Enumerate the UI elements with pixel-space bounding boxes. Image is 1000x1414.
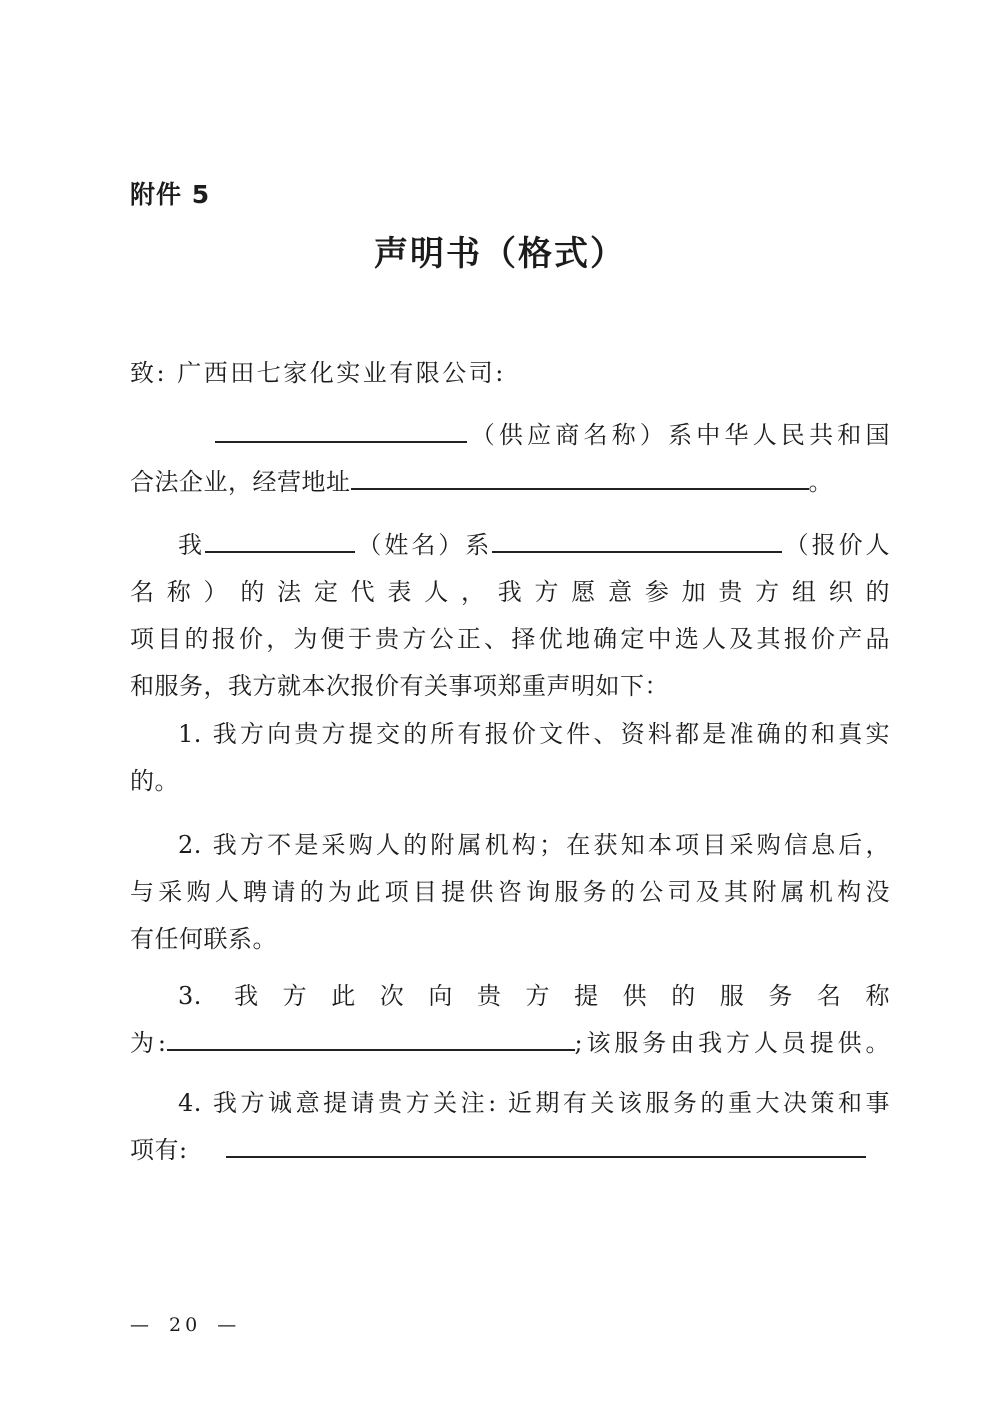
item-2-line-1: 2. 我方不是采购人的附属机构；在获知本项目采购信息后， (178, 831, 890, 859)
item-4-line-2-lead: 项有: (130, 1136, 188, 1164)
representative-line-3: 项目的报价，为便于贵方公正、择优地确定中选人及其报价产品 (130, 625, 890, 653)
after-name-blank-text: （姓名）系 (354, 531, 493, 559)
representative-name-blank (205, 527, 355, 553)
service-name-blank (167, 1025, 575, 1051)
document-title: 声明书（格式） (374, 234, 626, 274)
item-1-line-1: 1. 我方向贵方提交的所有报价文件、资料都是准确的和真实 (178, 720, 890, 748)
supplier-line-2-lead: 合法企业，经营地址 (130, 468, 351, 496)
paragraph-supplier (130, 412, 890, 506)
page-number: — 20 — (130, 1314, 241, 1336)
representative-line-2: 名称）的法定代表人，我方愿意参加贵方组织的 (130, 578, 890, 606)
item-4-line-1: 4. 我方诚意提请贵方关注: 近期有关该服务的重大决策和事 (178, 1089, 890, 1117)
representative-lead: 我 (178, 531, 205, 559)
attachment-label: 附件 5 (130, 180, 211, 209)
business-address-blank (351, 464, 809, 490)
bidder-name-blank (492, 527, 782, 553)
item-3-line-2 (130, 1020, 890, 1067)
salutation-line: 致: 广西田七家化实业有限公司: (130, 359, 506, 387)
supplier-line-2 (130, 459, 890, 506)
item-1-line-2: 的。 (130, 767, 179, 795)
declaration-item-3 (130, 973, 890, 1067)
major-events-blank (226, 1132, 866, 1158)
after-bidder-blank-text: （报价人 (782, 531, 891, 559)
supplier-line-1-text: （供应商名称）系中华人民共和国 (467, 421, 890, 449)
supplier-line-1 (130, 412, 890, 459)
supplier-name-blank (215, 417, 467, 443)
document-body (130, 350, 890, 1174)
supplier-line-2-period: 。 (808, 468, 833, 496)
item-3-line-2-tail: ;该服务由我方人员提供。 (574, 1029, 890, 1057)
paragraph-representative (130, 522, 890, 710)
item-2-line-3: 有任何联系。 (130, 925, 277, 953)
item-2-line-2: 与采购人聘请的为此项目提供咨询服务的公司及其附属机构没 (130, 878, 890, 906)
declaration-item-2 (130, 822, 890, 963)
declaration-item-4 (130, 1080, 890, 1174)
item-3-line-2-lead: 为: (130, 1029, 167, 1057)
representative-line-1 (130, 522, 890, 569)
item-4-line-2 (130, 1127, 890, 1174)
item-3-line-1: 3. 我方此次向贵方提供的服务名称 (178, 982, 890, 1010)
declaration-item-1 (130, 711, 890, 805)
representative-line-4: 和服务，我方就本次报价有关事项郑重声明如下： (130, 672, 669, 700)
